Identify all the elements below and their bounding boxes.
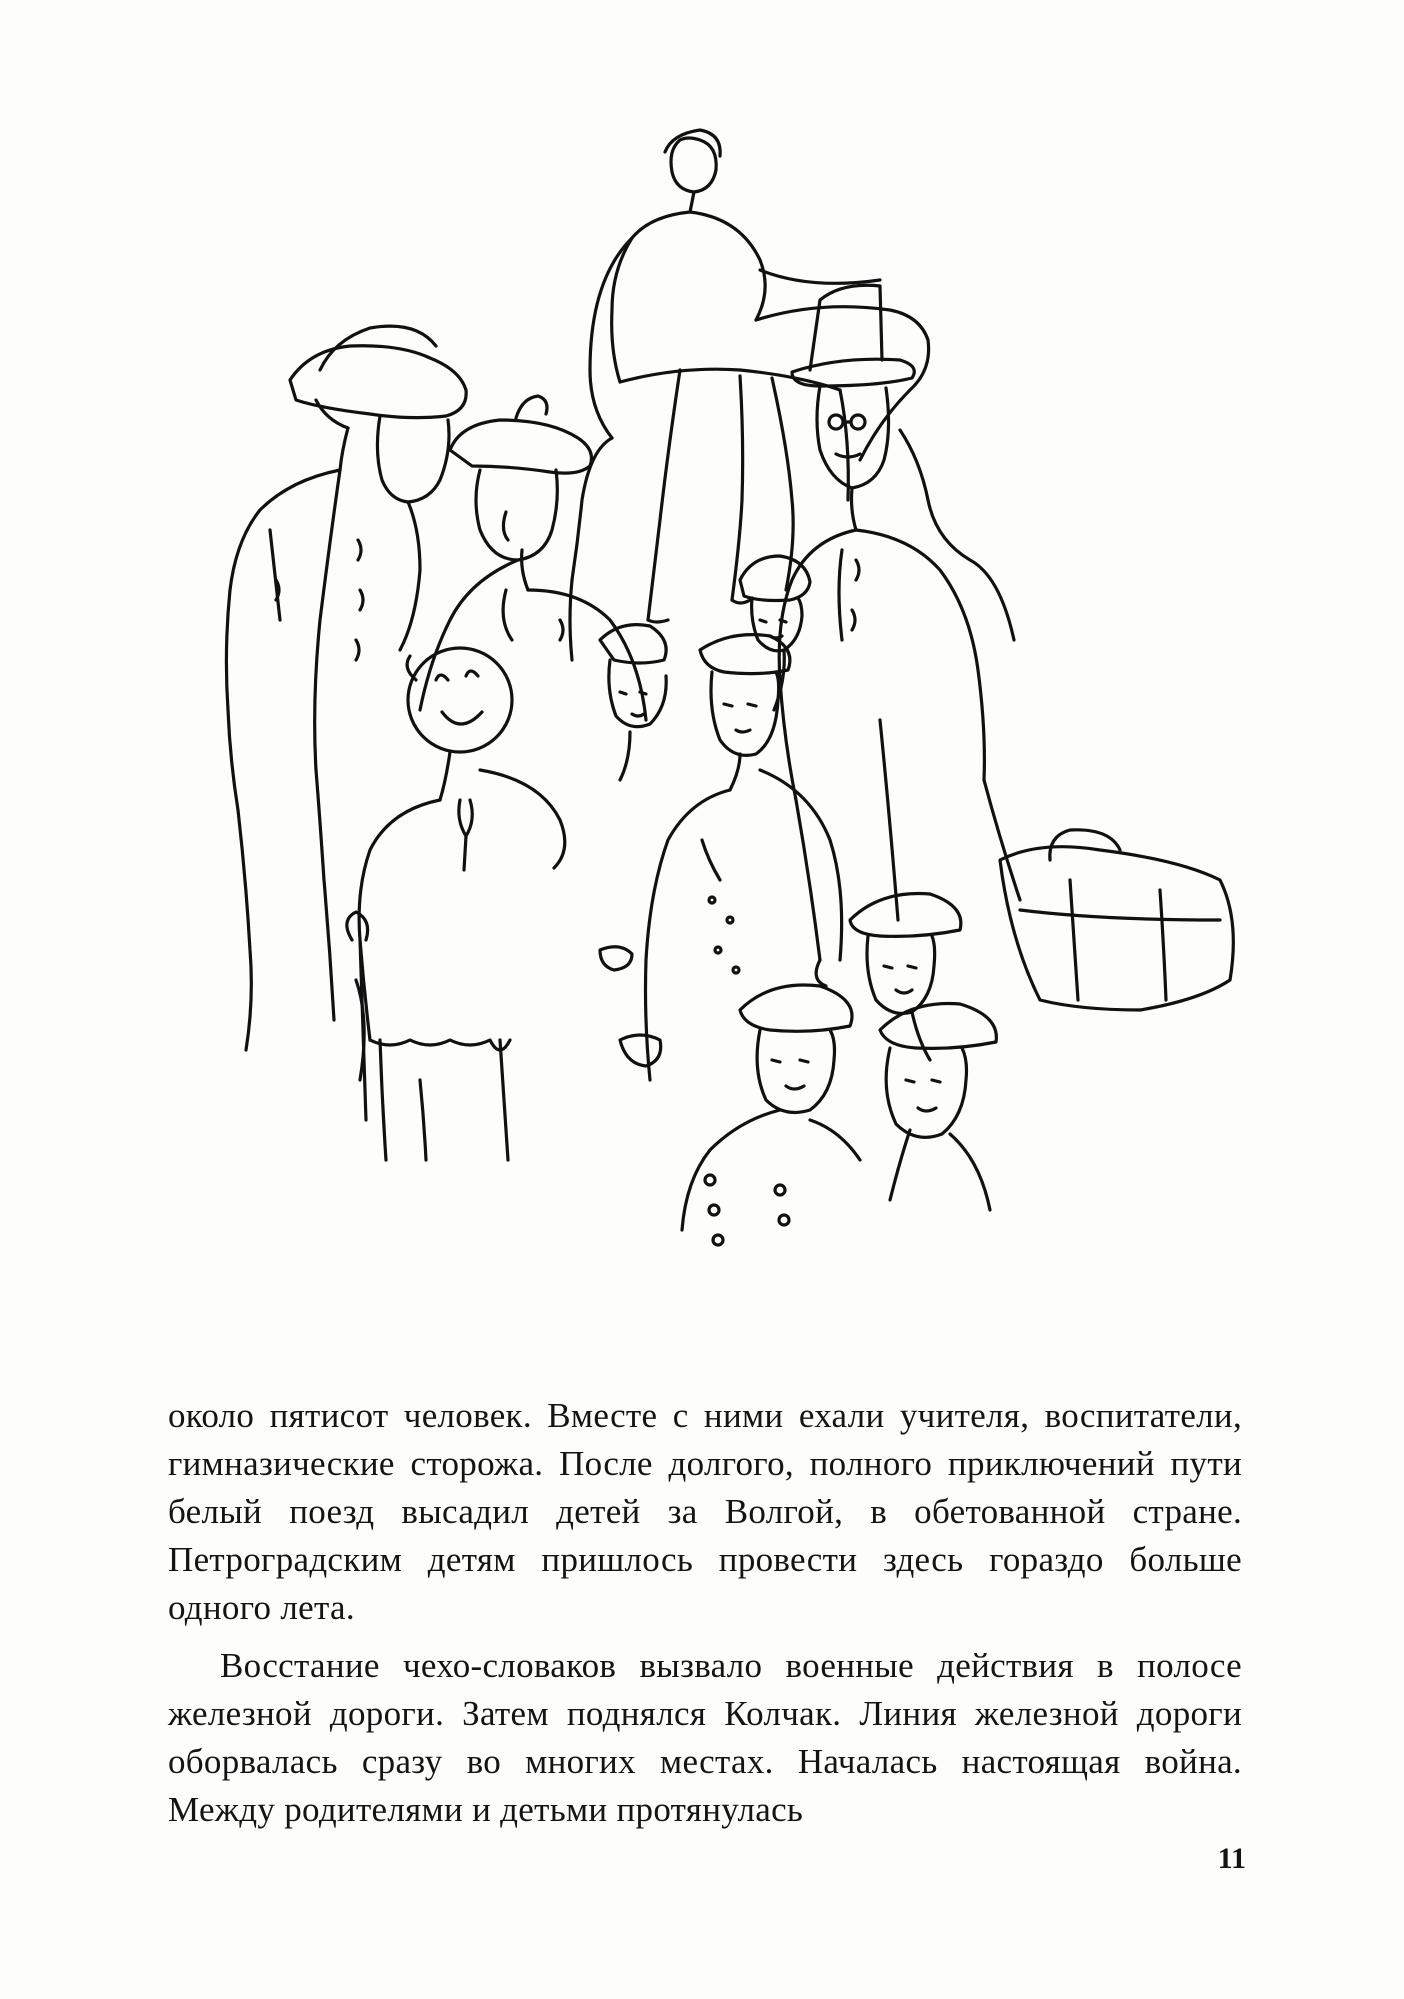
suitcase xyxy=(1000,830,1233,1010)
soldier-in-cap xyxy=(600,625,666,780)
paragraph-2: Восстание чехо-словаков вызвало военные действия в полосе железной дороги. Затем поднялся Колчак. Линия железной дороги оборвалась сразу во многих местах. Началась настоящая война. Между родителями и детьми протянулась xyxy=(168,1646,1242,1829)
crowd-illustration xyxy=(120,120,1300,1350)
schoolboy xyxy=(682,985,860,1245)
paragraph-1: около пятисот человек. Вместе с ними ехали учителя, воспитатели, гимназические сторожа. После долгого, полного приключений пути белый поезд высадил детей за Волгой, в обетованной стране. Петроградским детям пришлось провести здесь гораздо больше одного лета. xyxy=(168,1396,1242,1627)
woman-in-hat xyxy=(226,326,466,1050)
rider-on-horse xyxy=(570,130,929,660)
old-woman-in-bonnet xyxy=(420,396,646,720)
umbrella xyxy=(347,912,368,1120)
page-number: 11 xyxy=(1217,1842,1246,1875)
young-man-in-cap xyxy=(850,894,961,1060)
child-with-face xyxy=(359,648,565,1160)
boy-in-hat xyxy=(740,556,810,710)
body-text xyxy=(168,1392,1242,1834)
man-in-top-hat xyxy=(779,285,1020,986)
boy-in-cap xyxy=(880,1004,996,1210)
